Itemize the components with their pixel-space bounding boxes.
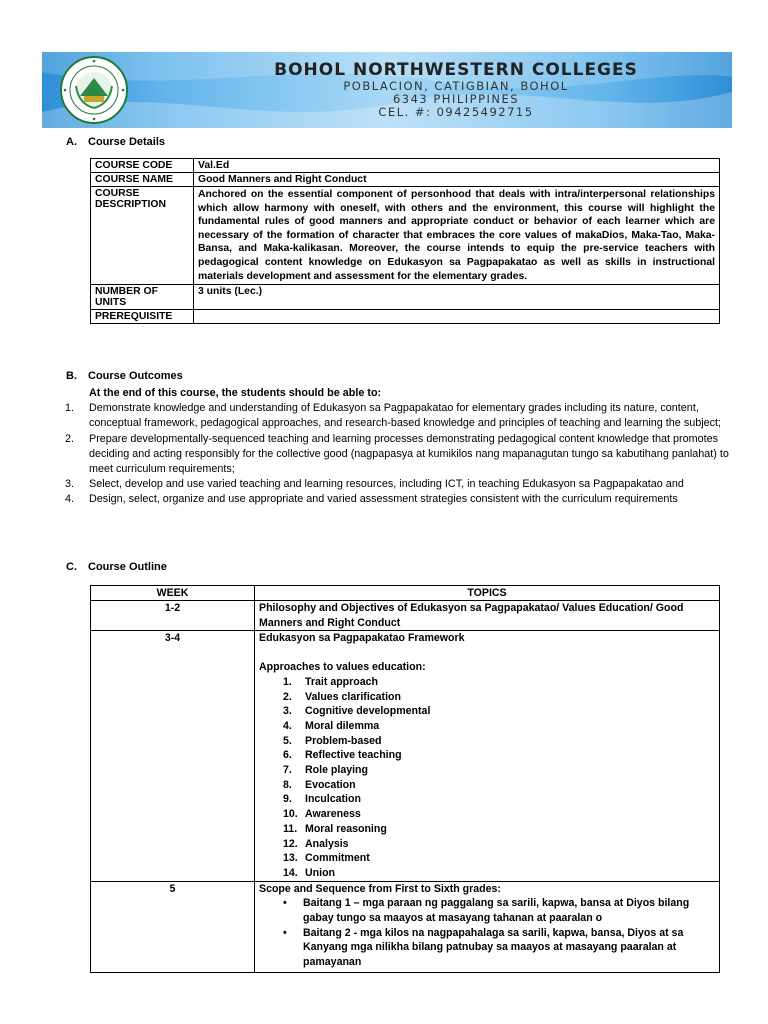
school-name: BOHOL NORTHWESTERN COLLEGES <box>274 60 638 80</box>
table-row <box>91 631 720 881</box>
topic-cell: Philosophy and Objectives of Edukasyon sa Pagpapakatao/ Values Education/ Good Manners and Right Conduct <box>255 601 720 631</box>
list-item: 1. Trait approach <box>283 675 378 688</box>
week-cell: 5 <box>91 881 255 972</box>
table-row <box>91 173 720 187</box>
table-row <box>91 310 720 324</box>
week-cell: 1-2 <box>91 601 255 631</box>
list-item: 6. Reflective teaching <box>283 749 402 762</box>
outcomes-intro: At the end of this course, the students should be able to: <box>89 387 382 399</box>
course-outline-heading: C. Course Outline <box>66 561 167 573</box>
approaches-list <box>283 675 715 881</box>
college-seal-logo <box>60 56 128 124</box>
number-of-units-label: NUMBER OF UNITS <box>91 285 194 310</box>
course-name-value: Good Manners and Right Conduct <box>194 173 720 187</box>
topic-title: Edukasyon sa Pagpapakatao Framework <box>259 632 465 645</box>
list-item: 10. Awareness <box>283 808 361 821</box>
course-outcomes-heading: B. Course Outcomes <box>66 370 183 382</box>
list-item: • Baitang 2 - mga kilos na nagpapahalaga sa sarili, kapwa, bansa, Diyos at sa Kanyang mga nilikha bilang patnubay sa maayos at masayang paaralan at pamayanan <box>279 926 715 970</box>
list-item: 1. Demonstrate knowledge and understanding of Edukasyon sa Pagpapakatao for elementary grades including its nature, content, conceptual framework, pedagogical approaches, and research-based knowledge and principles of teaching and learning the subject; <box>65 402 722 430</box>
course-details-table <box>90 158 720 324</box>
header-banner <box>42 52 732 128</box>
course-description-value: Anchored on the essential component of personhood that deals with intra/interpersonal relationships which allow harmony with oneself, with others and the environment, this course will highlight the fundamental rules of good manners and appropriate conduct or behavior of each learner which are necessary of the formation of character that embraces the core values of makaDios, Maka-Tao, Maka- Bansa, and Maka-kalikasan. Moreover, the course intends to equip the pre-service teachers with pedagogical content knowledge on Edukasyon sa Pagpapakatao as well as skills in instructional materials development and assessment for the elementary grades. <box>194 187 720 285</box>
list-item: 4. Design, select, organize and use appropriate and varied assessment strategies consistent with the curriculum requirements <box>65 493 678 506</box>
table-row <box>91 159 720 173</box>
topic-cell <box>255 631 720 881</box>
list-item: 7. Role playing <box>283 764 368 777</box>
approaches-subheading: Approaches to values education: <box>259 661 426 674</box>
table-row <box>91 285 720 310</box>
address-line-2: 6343 PHILIPPINES <box>392 92 520 106</box>
week-column-header: WEEK <box>91 586 255 601</box>
school-info <box>196 60 716 119</box>
list-item: 2. Prepare developmentally-sequenced teaching and learning processes demonstrating pedagogical content knowledge that promotes deciding and acting responsibly for the collective good (nagpapasya at kumikilos nang mapanagutan tungo sa kabutihang panlahat) to meet curriculum requirements; <box>65 432 729 476</box>
prerequisite-label: PREREQUISITE <box>91 310 194 324</box>
prerequisite-value <box>194 310 720 324</box>
topic-title: Scope and Sequence from First to Sixth grades: <box>259 882 501 895</box>
list-item: • Baitang 1 – mga paraan ng paggalang sa sarili, kapwa, bansa at Diyos bilang gabay tungo sa maayos at masayang tahanan at paaralan o <box>279 896 715 925</box>
course-outcomes <box>65 386 729 508</box>
list-item: 14. Union <box>283 866 336 879</box>
week-cell: 3-4 <box>91 631 255 881</box>
list-item: 9. Inculcation <box>283 793 361 806</box>
course-description-label: COURSE DESCRIPTION <box>91 187 194 285</box>
list-item: 2. Values clarification <box>283 690 401 703</box>
topics-column-header: TOPICS <box>255 586 720 601</box>
list-item: 3. Select, develop and use varied teaching and learning resources, including ICT, in teaching Edukasyon sa Pagpapakatao and <box>65 478 684 491</box>
course-outline-table <box>90 585 720 973</box>
table-row <box>91 881 720 972</box>
list-item: 5. Problem-based <box>283 734 382 747</box>
outcomes-list <box>65 401 729 507</box>
list-item: 3. Cognitive developmental <box>283 705 431 718</box>
course-code-label: COURSE CODE <box>91 159 194 173</box>
address-line-1: POBLACION, CATIGBIAN, BOHOL <box>343 79 569 93</box>
list-item: 8. Evocation <box>283 778 356 791</box>
course-code-value: Val.Ed <box>194 159 720 173</box>
course-name-label: COURSE NAME <box>91 173 194 187</box>
list-item: 11. Moral reasoning <box>283 822 387 835</box>
course-details-heading: A. Course Details <box>66 136 166 148</box>
grade-scope-list <box>279 896 715 970</box>
phone-number: CEL. #: 09425492715 <box>378 105 534 119</box>
table-row <box>91 187 720 285</box>
list-item: 12. Analysis <box>283 837 349 850</box>
list-item: 13. Commitment <box>283 852 370 865</box>
number-of-units-value: 3 units (Lec.) <box>194 285 720 310</box>
table-row <box>91 601 720 631</box>
list-item: 4. Moral dilemma <box>283 719 380 732</box>
topic-cell <box>255 881 720 972</box>
table-header-row <box>91 586 720 601</box>
